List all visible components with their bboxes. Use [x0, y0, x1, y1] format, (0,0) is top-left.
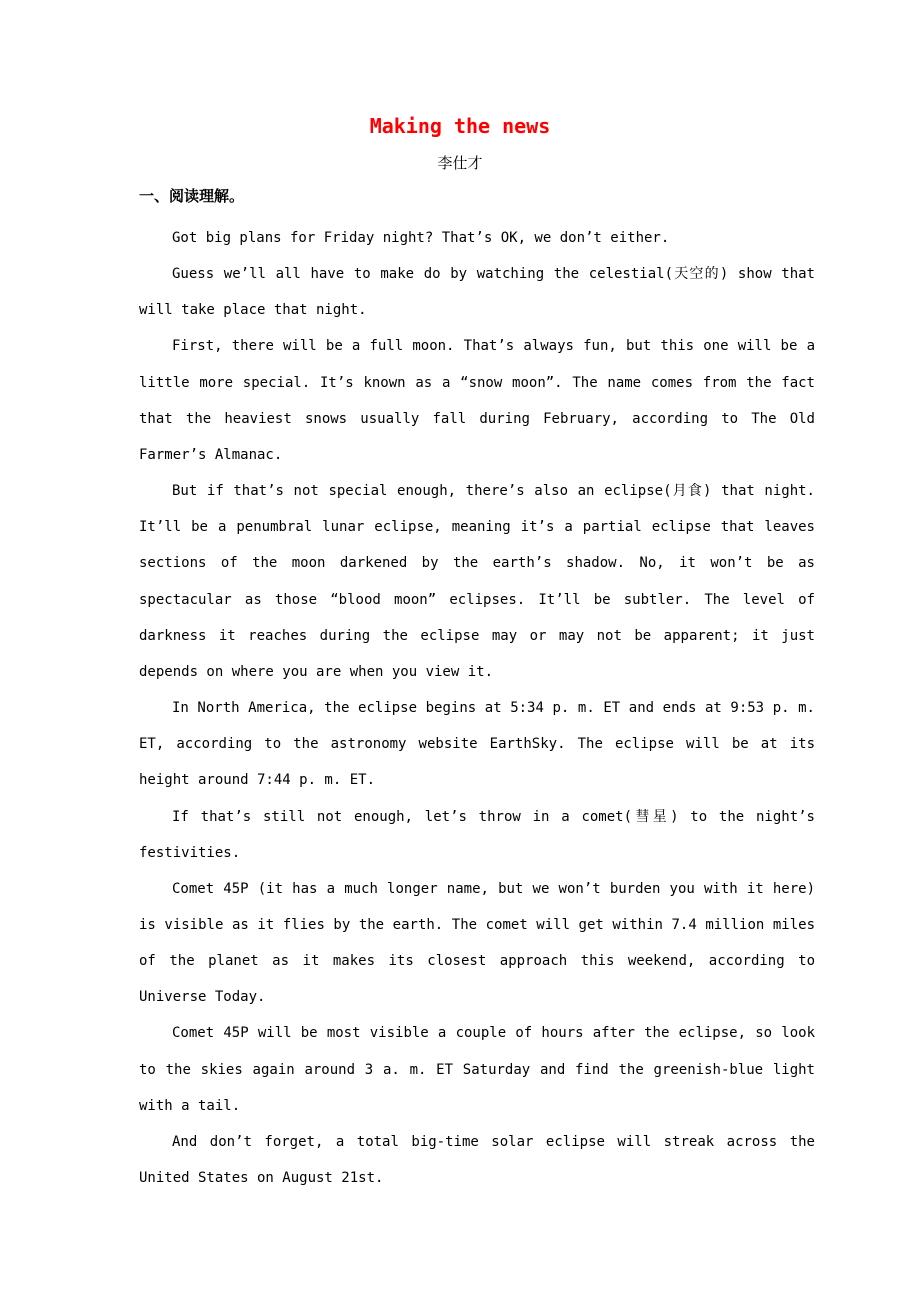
author-name: 李仕才: [437, 154, 483, 172]
paragraph-5: In North America, the eclipse begins at 5:34 p. m. ET and ends at 9:53 p. m. ET, according to the astronomy website EarthSky. The eclipse will be at its height around 7:44 p. m. ET.: [139, 700, 815, 789]
paragraph-3: First, there will be a full moon. That’s always fun, but this one will be a little more special. It’s known as a “snow moon”. The name comes from the fact that the heaviest snows usually fall during February, according to The Old Farmer’s Almanac.: [139, 338, 815, 463]
paragraph-8: Comet 45P will be most visible a couple of hours after the eclipse, so look to the skies again around 3 a. m. ET Saturday and find the greenish-blue light with a tail.: [139, 1025, 815, 1114]
paragraph-6: If that’s still not enough, let’s throw in a comet(彗星) to the night’s festivities.: [139, 808, 815, 861]
article-body: [139, 220, 815, 1196]
section-heading: 一、阅读理解。: [139, 187, 245, 205]
paragraph-9: And don’t forget, a total big-time solar eclipse will streak across the United States on August 21st.: [139, 1133, 815, 1187]
paragraph-7: Comet 45P (it has a much longer name, but we won’t burden you with it here) is visible as it flies by the earth. The comet will get within 7.4 million miles of the planet as it makes its closest approach this weekend, according to Universe Today.: [139, 880, 815, 1006]
paragraph-4: But if that’s not special enough, there’s also an eclipse(月食) that night. It’ll be a penumbral lunar eclipse, meaning it’s a partial eclipse that leaves sections of the moon darkened by the earth’s shadow. No, it won’t be as spectacular as those “blood moon” eclipses. It’ll be subtler. The level of darkness it reaches during the eclipse may or may not be apparent; it just depends on where you are when you view it.: [139, 483, 815, 680]
document-title: Making the news: [369, 114, 551, 138]
paragraph-1: Got big plans for Friday night? That’s OK, we don’t either.: [172, 230, 670, 246]
paragraph-2: Guess we’ll all have to make do by watching the celestial(天空的) show that will take place that night.: [139, 266, 815, 319]
